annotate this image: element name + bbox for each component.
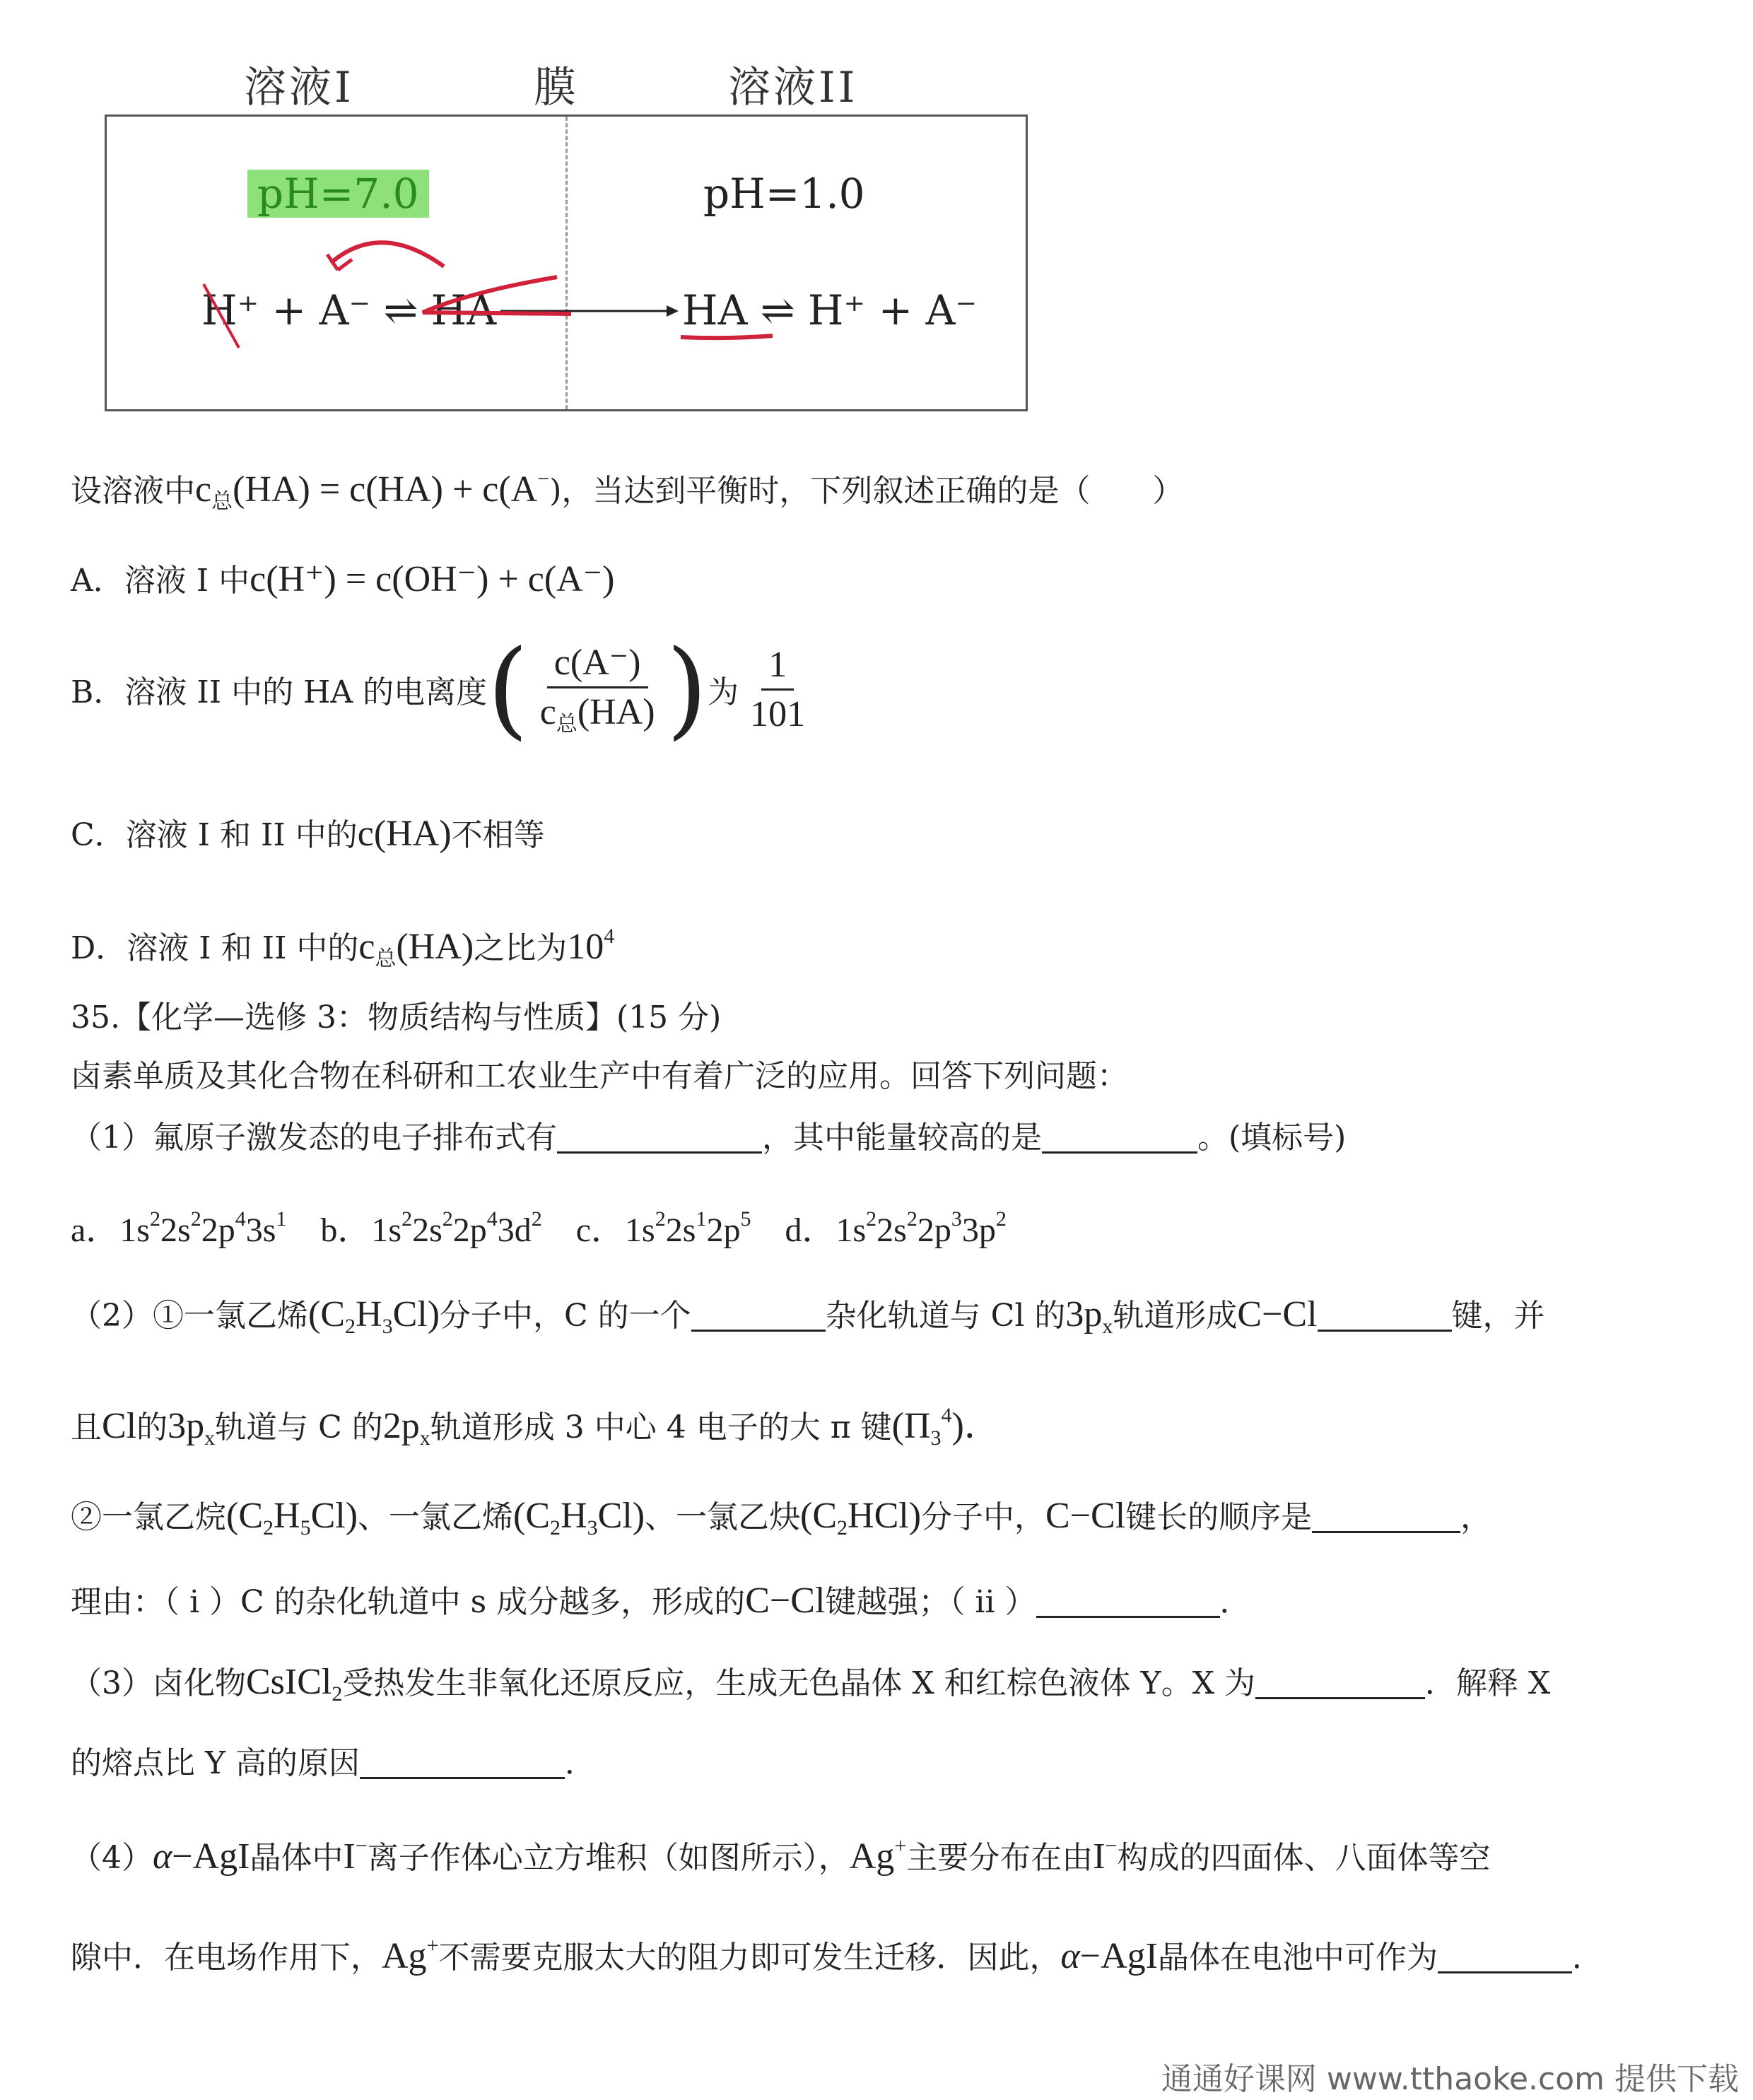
q35-part1: （1）氟原子激发态的电子排布式有 ，其中能量较高的是 。(填标号) (71, 1120, 1347, 1156)
q35-intro: 卤素单质及其化合物在科研和工农业生产中有着广泛的应用。回答下列问题： (71, 1058, 1128, 1094)
diffusion-arrowhead (667, 305, 679, 317)
q35-part2-line2: 且Cl的$3p_x$轨道与 C 的$2p_x$轨道形成 3 中心 4 电子的大 π 键$(\Pi_3^4)$． (71, 1404, 1001, 1450)
q35-title: 35.【化学—选修 3：物质结构与性质】(15 分) (71, 999, 722, 1036)
label-membrane: 膜 (534, 63, 579, 112)
right-equilibrium: HA ⇌ H⁺ + A⁻ (682, 286, 978, 334)
red-return-arrow (423, 277, 571, 314)
q35-part4-line1: （4）α−AgI晶体中I−离子作体心立方堆积（如图所示），Ag+主要分布在由I−构成的四面体、八面体等空 (71, 1834, 1491, 1877)
q35-part2-line4: 理由：（ i ）C 的杂化轨道中 s 成分越多，形成的C−Cl键越强；（ ii ） ． (71, 1580, 1251, 1621)
label-solution-2: 溶液II (728, 63, 858, 112)
option-a: A．溶液 I 中c(H⁺) = c(OH⁻) + c(A⁻) (71, 559, 615, 599)
right-ph: pH=1.0 (703, 170, 865, 218)
red-strike (204, 284, 239, 348)
q35-part1-choices: a．$1s^22s^22p^43s^1$ b．$1s^22s^22p^43d^2$ c．$1s^22s^12p^5$ d．$1s^22s^22p^33p^2$ (71, 1207, 1007, 1249)
left-equilibrium: H⁺ + A⁻ ⇌ HA (201, 286, 497, 334)
answer-blank[interactable] (1255, 1665, 1425, 1699)
answer-blank[interactable] (557, 1119, 762, 1154)
question-stem: 设溶液中$c_总(HA) = c(HA) + c(A^-)$，当达到平衡时，下列叙述正确的是（ ） (71, 467, 1184, 513)
option-b: B．溶液 II 中的 HA 的电离度 ( $\frac{c(A^-)}{c_总(HA)}$ ) 为 $\frac{1}{101}$ (71, 628, 806, 751)
footer-watermark: 通通好课网 www.tthaoke.com 提供下载 (1161, 2061, 1739, 2097)
answer-blank[interactable] (691, 1297, 826, 1332)
label-solution-1: 溶液I (244, 63, 354, 112)
option-d: D．溶液 I 和 II 中的$c_总(HA)$之比为$10^4$ (71, 925, 615, 970)
q35-part3-line1: （3）卤化物CsICl$_2$受热发生非氧化还原反应，生成无色晶体 X 和红棕色液体 Y。X 为 ．解释 X (71, 1662, 1551, 1706)
q35-part4-line2: 隙中．在电场作用下，Ag+不需要克服太大的阻力即可发生迁移．因此，α−AgI晶体在电池中可作为 ． (71, 1934, 1603, 1976)
option-c: C．溶液 I 和 II 中的c(HA)不相等 (71, 814, 545, 854)
diagram-annotations (105, 115, 1028, 411)
q35-part2-line1: （2）①一氯乙烯$(C_2H_3Cl)$分子中，C 的一个 杂化轨道与 Cl 的$3p_x$轨道形成C−Cl 键，并 (71, 1294, 1545, 1338)
answer-blank[interactable] (1312, 1498, 1460, 1533)
left-ph: pH=7.0 (247, 170, 429, 218)
q35-part3-line2: 的熔点比 Y 高的原因 ． (71, 1745, 597, 1781)
q35-part2-line3: ②一氯乙烷$(C_2H_5Cl)$、一氯乙烯$(C_2H_3Cl)$、一氯乙炔$(C_2HCl)$分子中，C−Cl键长的顺序是 ， (71, 1496, 1492, 1539)
answer-blank[interactable] (1318, 1297, 1452, 1332)
answer-blank[interactable] (1036, 1583, 1220, 1618)
answer-blank[interactable] (1042, 1119, 1197, 1154)
answer-blank[interactable] (360, 1744, 565, 1779)
answer-blank[interactable] (1438, 1939, 1572, 1973)
red-underline (681, 336, 773, 338)
